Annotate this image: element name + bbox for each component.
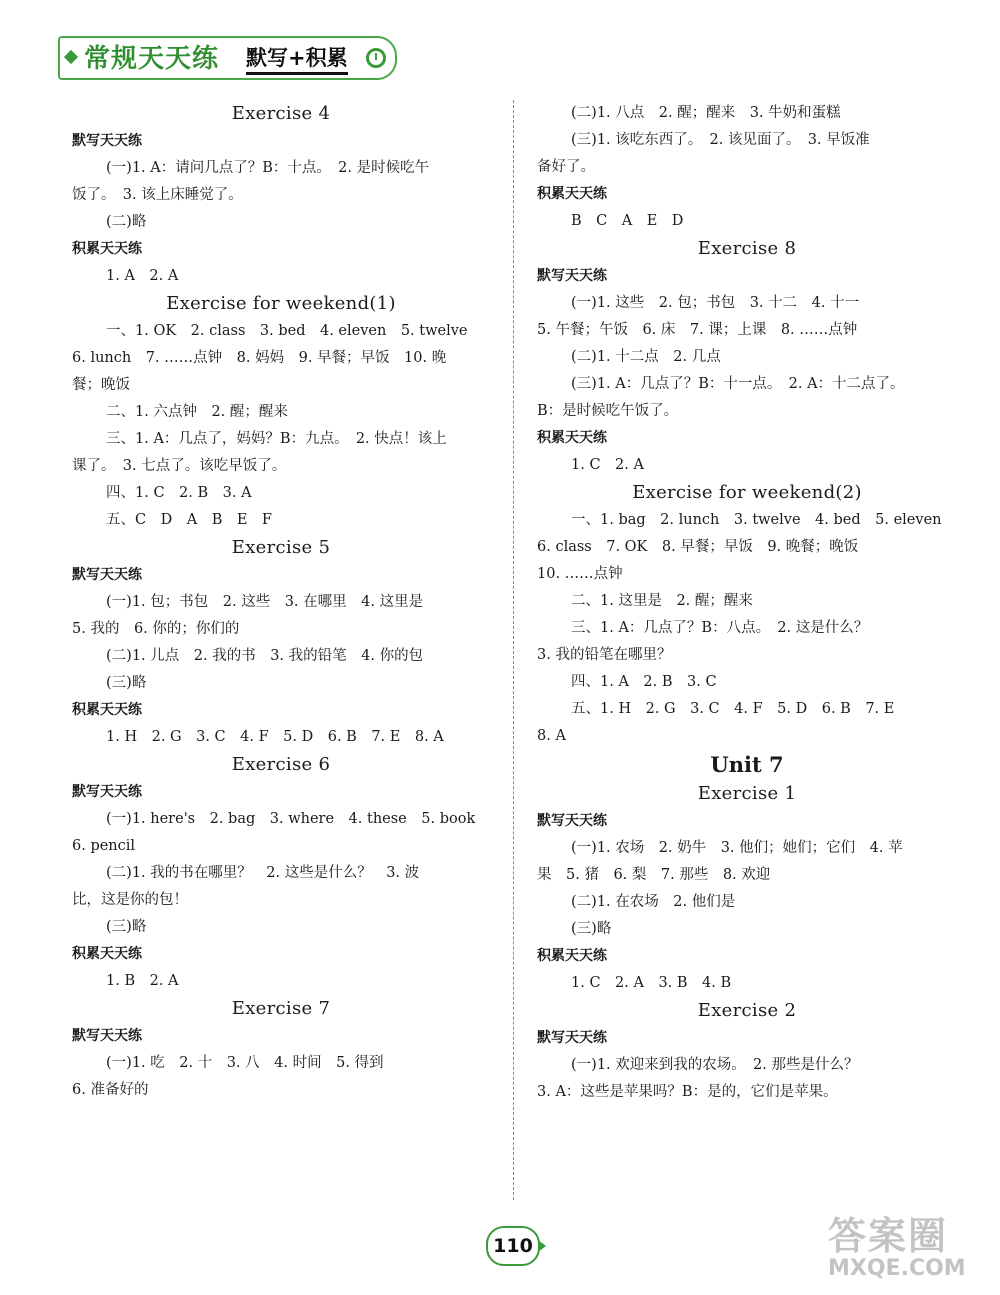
- section-heading: 默写天天练: [537, 268, 607, 284]
- answer-line: 课了。 3. 七点了。该吃早饭了。: [72, 458, 287, 474]
- section-heading: 默写天天练: [537, 1030, 607, 1046]
- exercise-title: Exercise 5: [231, 537, 331, 558]
- answer-line: 1. B 2. A: [106, 973, 179, 989]
- page-header: [58, 30, 403, 86]
- left-column: [72, 100, 490, 1104]
- section-heading: 积累天天练: [72, 241, 142, 257]
- answer-line: (一)1. here's 2. bag 3. where 4. these 5. book: [106, 811, 476, 827]
- answer-line: 餐；晚饭: [72, 377, 130, 393]
- answer-line: 1. A 2. A: [106, 268, 179, 284]
- section-heading: 默写天天练: [72, 784, 142, 800]
- exercise-title: Exercise 1: [697, 783, 797, 804]
- header-title: 常规天天练: [84, 44, 220, 74]
- exercise-title: Exercise 6: [231, 754, 331, 775]
- exercise-title: Exercise for weekend(2): [632, 482, 862, 503]
- answer-line: (三)略: [106, 919, 147, 935]
- page-number: 110: [486, 1226, 540, 1266]
- answer-line: (二)1. 在农场 2. 他们是: [571, 894, 736, 910]
- section-heading: 默写天天练: [72, 133, 142, 149]
- answer-line: 1. H 2. G 3. C 4. F 5. D 6. B 7. E 8. A: [106, 729, 444, 745]
- answer-line: 5. 我的 6. 你的；你们的: [72, 621, 240, 637]
- answer-line: 二、1. 这里是 2. 醒；醒来: [571, 593, 753, 609]
- section-heading: 积累天天练: [72, 946, 142, 962]
- answer-line: 果 5. 猪 6. 梨 7. 那些 8. 欢迎: [537, 867, 771, 883]
- answer-line: (一)1. 欢迎来到我的农场。 2. 那些是什么？: [571, 1057, 859, 1073]
- answer-line: 3. A：这些是苹果吗？B：是的，它们是苹果。: [537, 1084, 838, 1100]
- answer-line: (三)略: [571, 921, 612, 937]
- section-heading: 默写天天练: [72, 1028, 142, 1044]
- section-heading: 积累天天练: [537, 430, 607, 446]
- answer-line: (一)1. 这些 2. 包；书包 3. 十二 4. 十一: [571, 295, 860, 311]
- answer-line: 6. class 7. OK 8. 早餐；早饭 9. 晚餐；晚饭: [537, 539, 859, 555]
- answer-line: 5. 午餐；午饭 6. 床 7. 课；上课 8. ……点钟: [537, 322, 858, 338]
- section-heading: 积累天天练: [72, 702, 142, 718]
- exercise-title: Exercise 4: [231, 103, 331, 124]
- watermark-text: 答案圈: [828, 1214, 949, 1258]
- answer-line: 饭了。 3. 该上床睡觉了。: [72, 187, 243, 203]
- answer-line: (三)1. A：几点了？B：十一点。 2. A：十二点了。: [571, 376, 905, 392]
- answer-line: (二)1. 八点 2. 醒；醒来 3. 牛奶和蛋糕: [571, 105, 841, 121]
- answer-line: B：是时候吃午饭了。: [537, 403, 679, 419]
- answer-line: 1. C 2. A 3. B 4. B: [571, 975, 732, 991]
- exercise-title: Exercise 8: [697, 238, 797, 259]
- answer-line: 三、1. A：几点了？B：八点。 2. 这是什么？: [571, 620, 869, 636]
- right-column: [537, 100, 957, 1106]
- answer-line: 一、1. bag 2. lunch 3. twelve 4. bed 5. eleven: [571, 512, 942, 528]
- watermark-url: MXQE.COM: [828, 1256, 966, 1281]
- answer-line: 五、1. H 2. G 3. C 4. F 5. D 6. B 7. E: [571, 701, 895, 717]
- answer-line: (三)略: [106, 675, 147, 691]
- answer-line: 8. A: [537, 728, 566, 744]
- answer-line: (三)1. 该吃东西了。 2. 该见面了。 3. 早饭准: [571, 132, 870, 148]
- clock-icon: [366, 48, 386, 68]
- section-heading: 默写天天练: [537, 813, 607, 829]
- answer-line: B C A E D: [571, 213, 684, 229]
- answer-line: 四、1. A 2. B 3. C: [571, 674, 717, 690]
- answer-line: (一)1. A：请问几点了？B：十点。 2. 是时候吃午: [106, 160, 430, 176]
- header-subtitle: 默写+积累: [246, 42, 348, 75]
- answer-line: 1. C 2. A: [571, 457, 644, 473]
- watermark-logo: [828, 1205, 996, 1289]
- exercise-title: Exercise for weekend(1): [166, 293, 396, 314]
- answer-line: (二)1. 儿点 2. 我的书 3. 我的铅笔 4. 你的包: [106, 648, 424, 664]
- answer-line: 二、1. 六点钟 2. 醒；醒来: [106, 404, 288, 420]
- answer-line: 备好了。: [537, 159, 595, 175]
- answer-line: 6. lunch 7. ……点钟 8. 妈妈 9. 早餐；早饭 10. 晚: [72, 350, 447, 366]
- answer-line: 五、C D A B E F: [106, 512, 272, 528]
- answer-line: (一)1. 包；书包 2. 这些 3. 在哪里 4. 这里是: [106, 594, 424, 610]
- section-heading: 默写天天练: [72, 567, 142, 583]
- answer-line: 3. 我的铅笔在哪里？: [537, 647, 672, 663]
- exercise-title: Exercise 7: [231, 998, 331, 1019]
- answer-line: 6. pencil: [72, 838, 136, 854]
- answer-line: (一)1. 农场 2. 奶牛 3. 他们；她们；它们 4. 苹: [571, 840, 903, 856]
- unit-title: Unit 7: [710, 752, 784, 777]
- section-heading: 积累天天练: [537, 948, 607, 964]
- answer-line: 一、1. OK 2. class 3. bed 4. eleven 5. twelve: [106, 323, 468, 339]
- answer-line: (二)1. 十二点 2. 几点: [571, 349, 721, 365]
- column-divider: [513, 100, 514, 1200]
- exercise-title: Exercise 2: [697, 1000, 797, 1021]
- answer-line: (二)1. 我的书在哪里？ 2. 这些是什么？ 3. 波: [106, 865, 420, 881]
- answer-line: (一)1. 吃 2. 十 3. 八 4. 时间 5. 得到: [106, 1055, 384, 1071]
- answer-line: 6. 准备好的: [72, 1082, 149, 1098]
- answer-line: 四、1. C 2. B 3. A: [106, 485, 252, 501]
- answer-line: (二)略: [106, 214, 147, 230]
- answer-line: 10. ……点钟: [537, 566, 623, 582]
- answer-line: 三、1. A：几点了，妈妈？B：九点。 2. 快点！该上: [106, 431, 447, 447]
- answer-line: 比，这是你的包！: [72, 892, 188, 908]
- section-heading: 积累天天练: [537, 186, 607, 202]
